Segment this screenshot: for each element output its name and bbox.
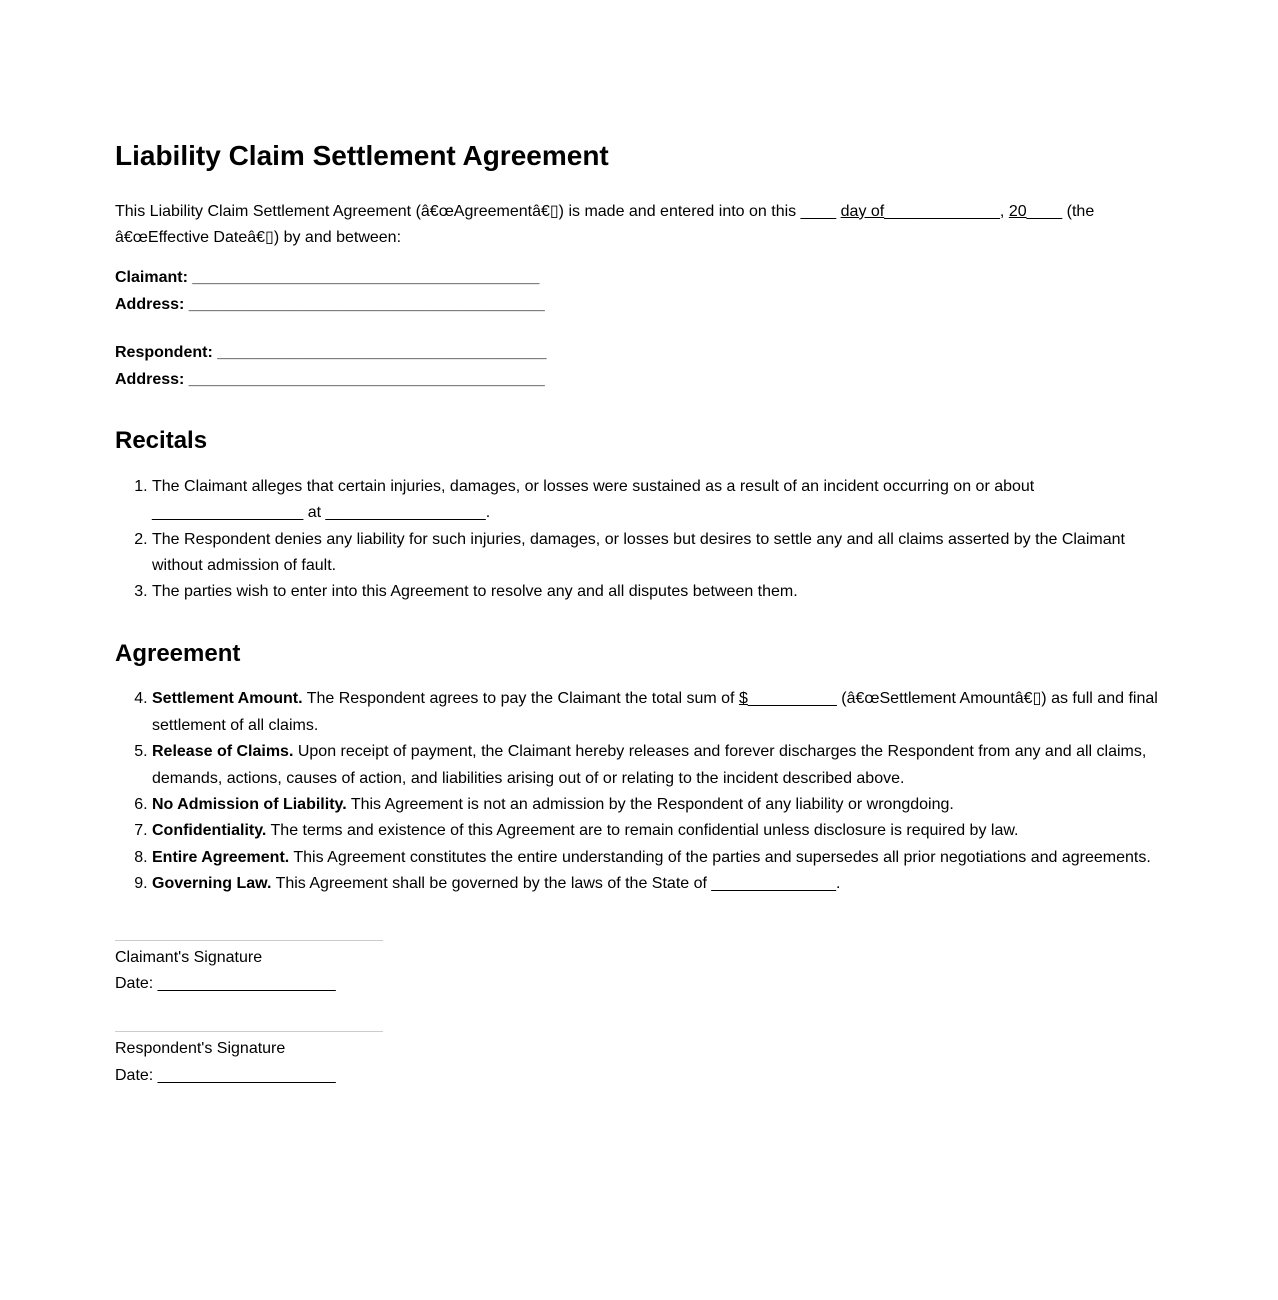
state-blank: ______________ (711, 875, 836, 893)
item-lead: Release of Claims. (152, 743, 294, 761)
respondent-date-line: Date: ____________________ (115, 1066, 336, 1084)
item-text: Upon receipt of payment, the Claimant hereby releases and forever discharges the Respondent from any and all claims, demands, actions, causes of action, and liabilities arising out of or relating to the incident described above. (152, 743, 1147, 787)
respondent-signature-block (115, 1031, 383, 1089)
agreement-list (115, 686, 1163, 897)
respondent-row (115, 340, 1163, 366)
day-of-label: day of (840, 202, 885, 220)
recitals-list (115, 474, 1163, 606)
respondent-blank: _____________________________________ (212, 344, 547, 362)
item-lead: Entire Agreement. (152, 848, 290, 866)
year-prefix: 20 (1008, 202, 1027, 220)
claimant-signature-block (115, 940, 383, 998)
day-blank: ____ (800, 202, 841, 220)
year-blank: ____ (1026, 202, 1063, 220)
respondent-address-label: Address: (115, 370, 185, 388)
agreement-item-entire-agreement (152, 845, 1163, 871)
agreement-item-no-admission (152, 792, 1163, 818)
claimant-address-blank: ________________________________________ (184, 295, 545, 313)
recital-1-period: . (485, 504, 491, 522)
dollar-sign: $ (738, 690, 748, 708)
claimant-address-row (115, 292, 1163, 318)
claimant-row (115, 265, 1163, 291)
agreement-item-settlement-amount (152, 686, 1163, 739)
agreement-item-release-of-claims (152, 739, 1163, 792)
intro-lead-text: This Liability Claim Settlement Agreement (â€œAgreementâ€▯) is made and entered into on this (115, 202, 801, 220)
recital-item-1 (152, 474, 1163, 527)
recital-item-2 (152, 527, 1163, 580)
claimant-address-label: Address: (115, 295, 185, 313)
respondent-signature-label: Respondent's Signature (115, 1040, 286, 1058)
agreement-item-confidentiality (152, 818, 1163, 844)
claimant-blank: _______________________________________ (187, 269, 540, 287)
item-text-tail: (â€œSettlement Amountâ€▯) as full and final settlement of all claims. (152, 690, 1158, 734)
intro-comma: , (999, 202, 1009, 220)
respondent-address-row (115, 367, 1163, 393)
recital-1-location-blank: __________________ (325, 504, 486, 522)
recital-2-text: The Respondent denies any liability for such injuries, damages, or losses but desires to settle any and all claims asserted by the Claimant without admission of fault. (152, 530, 1125, 574)
respondent-label: Respondent: (115, 344, 213, 362)
item-lead: Confidentiality. (152, 822, 267, 840)
item-lead: No Admission of Liability. (152, 796, 347, 814)
recital-3-text: The parties wish to enter into this Agreement to resolve any and all disputes between them. (152, 583, 798, 601)
claimant-label: Claimant: (115, 269, 188, 287)
month-blank: _____________ (884, 202, 1000, 220)
claimant-date-line: Date: ____________________ (115, 975, 336, 992)
recital-1-text: The Claimant alleges that certain injuries, damages, or losses were sustained as a result of an incident occurring on or about (152, 477, 1035, 495)
claimant-block (115, 265, 1163, 318)
intro-tail-text: (the â€œEffective Dateâ€▯) by and between: (115, 202, 1095, 246)
intro-paragraph (115, 199, 1163, 252)
agreement-item-governing-law (152, 871, 1163, 897)
respondent-address-blank: ________________________________________ (184, 370, 545, 388)
item-lead: Settlement Amount. (152, 690, 303, 708)
amount-blank: __________ (747, 690, 837, 708)
recital-item-3 (152, 579, 1163, 605)
recital-1-at-text: at (303, 504, 326, 522)
recital-1-date-blank: _________________ (152, 504, 304, 522)
item-text: The Respondent agrees to pay the Claimant the total sum of (302, 690, 739, 708)
item-text: This Agreement is not an admission by the Respondent of any liability or wrongdoing. (346, 796, 954, 814)
item-lead: Governing Law. (152, 875, 272, 893)
item-text-tail: . (835, 875, 841, 893)
document-title: Liability Claim Settlement Agreement (115, 140, 609, 171)
recitals-heading: Recitals (115, 426, 208, 454)
item-text: This Agreement constitutes the entire understanding of the parties and supersedes all prior negotiations and agreements. (289, 848, 1151, 866)
agreement-heading: Agreement (115, 639, 241, 667)
item-text: This Agreement shall be governed by the laws of the State of (271, 875, 712, 893)
respondent-block (115, 340, 1163, 393)
item-text: The terms and existence of this Agreement are to remain confidential unless disclosure is required by law. (266, 822, 1019, 840)
claimant-signature-label: Claimant's Signature (115, 948, 263, 966)
